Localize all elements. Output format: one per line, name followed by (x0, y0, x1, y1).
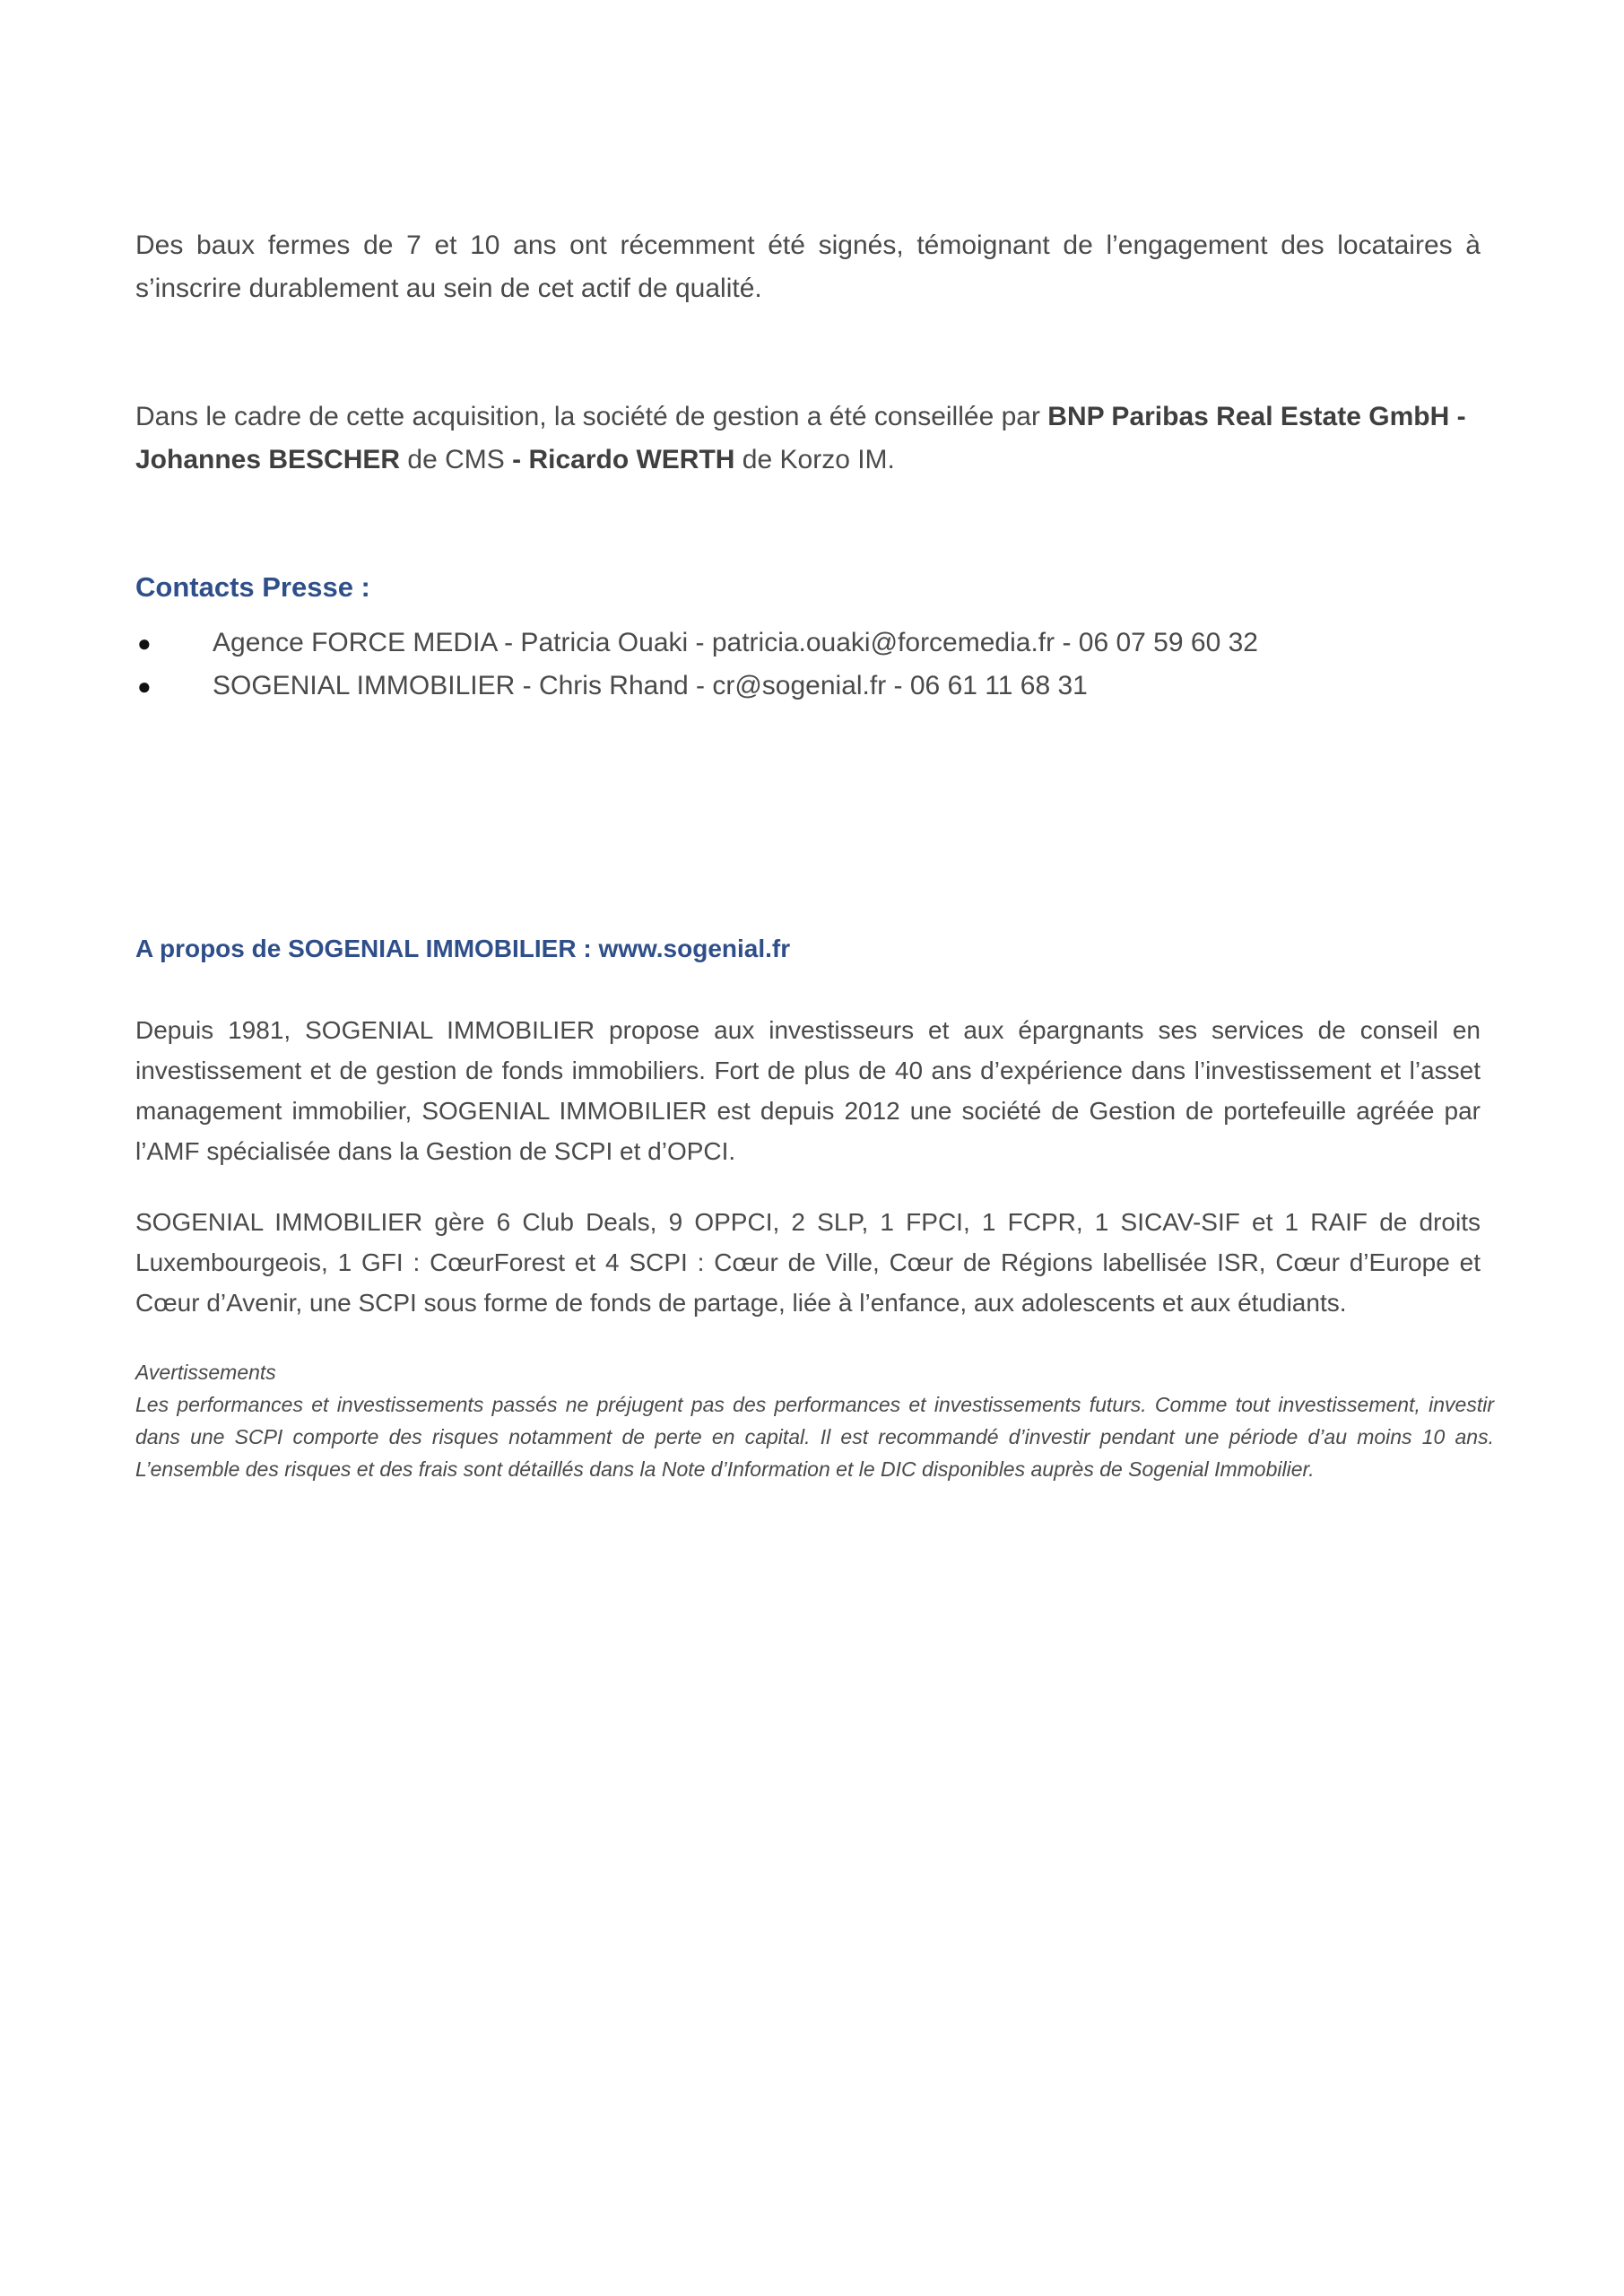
advisors-paragraph (135, 396, 1481, 482)
contact-text: Agence FORCE MEDIA - Patricia Ouaki - patricia.ouaki@forcemedia.fr - 06 07 59 60 32 (213, 628, 1258, 657)
contact-text: SOGENIAL IMMOBILIER - Chris Rhand - cr@sogenial.fr - 06 61 11 68 31 (213, 671, 1088, 700)
about-funds-paragraph: SOGENIAL IMMOBILIER gère 6 Club Deals, 9 OPPCI, 2 SLP, 1 FPCI, 1 FCPR, 1 SICAV-SIF et 1 RAIF de droits Luxembourgeois, 1 GFI : CœurForest et 4 SCPI : Cœur de Ville, Cœur de Régions labellisée ISR, Cœur d’Europe et Cœur d’Avenir, une SCPI sous forme de fonds de partage, liée à l’enfance, aux adolescents et aux étudiants. (135, 1208, 1481, 1317)
advisor-bnp: BNP Paribas Real Estate GmbH - Johannes BESCHER (135, 402, 1466, 474)
contacts-heading-block (135, 570, 1481, 605)
advisors-paragraph-block (135, 396, 1481, 482)
warnings-text: Les performances et investissements passés ne préjugent pas des performances et investissements futurs. Comme tout investissement, investir dans une SCPI comporte des risques notamment de perte en capital. Il est recommandé d’investir pendant une période d’au moins 10 ans. L’ensemble des risques et des frais sont détaillés dans la Note d’Information et le DIC disponibles auprès de Sogenial Immobilier. (135, 1393, 1494, 1481)
contacts-list (135, 622, 1481, 708)
contact-item-sogenial (135, 665, 1481, 708)
advisors-intro: Dans le cadre de cette acquisition, la société de gestion a été conseillée par (135, 402, 1048, 431)
about-heading: A propos de SOGENIAL IMMOBILIER : www.sogenial.fr (135, 935, 791, 962)
bullet-icon: ● (137, 673, 152, 700)
lease-paragraph: Des baux fermes de 7 et 10 ans ont récemment été signés, témoignant de l’engagement des locataires à s’inscrire durablement au sein de cet actif de qualité. (135, 230, 1481, 303)
contacts-heading: Contacts Presse : (135, 571, 370, 603)
advisors-join-cms: de CMS (400, 445, 513, 474)
about-paragraph1-block (135, 1010, 1481, 1171)
about-history-paragraph: Depuis 1981, SOGENIAL IMMOBILIER propose aux investisseurs et aux épargnants ses services de conseil en investissement et de gestion de fonds immobiliers. Fort de plus de 40 ans d’expérience dans l’investissement et l’asset management immobilier, SOGENIAL IMMOBILIER est depuis 2012 une société de Gestion de portefeuille agréée par l’AMF spécialisée dans la Gestion de SCPI et d’OPCI. (135, 1016, 1481, 1165)
lease-paragraph-block (135, 224, 1481, 310)
warnings-title: Avertissements (135, 1361, 276, 1384)
about-heading-block (135, 931, 1481, 967)
advisors-join-korzo: de Korzo IM. (734, 445, 895, 474)
contacts-list-block (135, 622, 1481, 708)
warnings-block (135, 1356, 1494, 1485)
contact-item-force-media (135, 622, 1481, 665)
about-paragraph2-block (135, 1202, 1481, 1323)
advisor-werth: - Ricardo WERTH (512, 445, 735, 474)
bullet-icon: ● (137, 630, 152, 657)
